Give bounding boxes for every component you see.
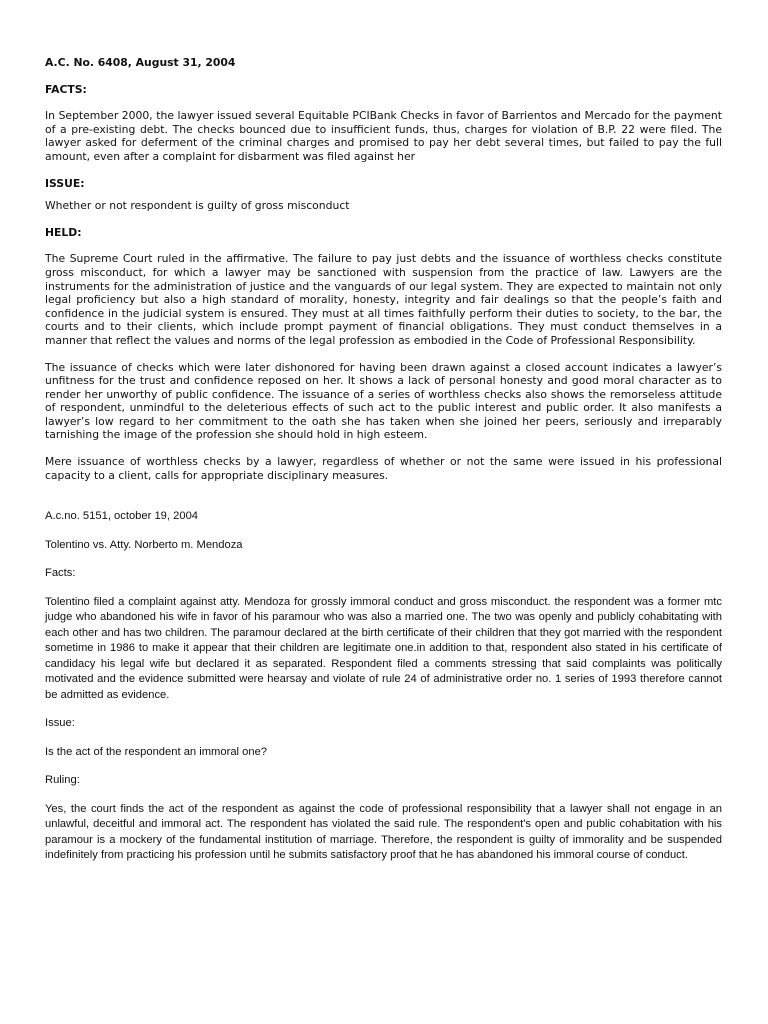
case-1-held-paragraph: The issuance of checks which were later dishonored for having been drawn against a closed account indicates a lawyer’s unfitness for the trust and confidence reposed on her. It shows a lack of personal honesty and good moral character as to render her unworthy of public confidence. The issuance of a series of worthless checks also shows the remorseless attitude of respondent, unmindful to the deleterious effects of such act to the public interest and public order. It also manifests a lawyer’s low regard to her commitment to the oath she has taken when she joined her peers, seriously and irreparably tarnishing the image of the profession she should hold in high esteem. [45,360,722,442]
case-2-facts-heading: Facts: [45,567,76,580]
case-1-facts-heading: FACTS: [45,82,87,96]
case-2-title: Tolentino vs. Atty. Norberto m. Mendoza [45,538,243,551]
case-2-citation: A.c.no. 5151, october 19, 2004 [45,510,199,523]
case-1-section [45,56,722,482]
case-1-held-heading: HELD: [45,225,82,239]
case-1-held-paragraph: The Supreme Court ruled in the affirmative. The failure to pay just debts and the issuance of worthless checks constitute gross misconduct, for which a lawyer may be sanctioned with suspension from the practice of law. Lawyers are the instruments for the administration of justice and the vanguards of our legal system. They are expected to maintain not only legal proficiency but also a high standard of morality, honesty, integrity and fair dealings so that the people’s faith and confidence in the judicial system is ensured. They must at all times faithfully perform their duties to society, to the bar, the courts and to their clients, which include prompt payment of financial obligations. They must conduct themselves in a manner that reflect the values and norms of the legal profession as embodied in the Code of Professional Responsibility. [45,252,722,347]
case-1-citation: A.C. No. 6408, August 31, 2004 [45,56,236,69]
document-page [45,56,722,864]
case-2-facts-paragraph: Tolentino filed a complaint against atty. Mendoza for grossly immoral conduct and gross misconduct. the respondent was a former mtc judge who abandoned his wife in favor of his paramour who was also a married one. The two was openly and publicly cohabitating with each other and has two children. The paramour declared at the birth certificate of their children that they got married with the respondent sometime in 1986 to make it appear that their children are legitimate one.in addition to that, respondent also stated in his certificate of candidacy his legal wife but declared it as separated. Respondent filed a comments stressing that said complaints was politically motivated and the evidence submitted were hearsay and violate of rule 24 of administrative order no. 1 series of 1993 therefore cannot be admitted as evidence. [45,595,722,701]
case-2-ruling-heading: Ruling: [45,774,80,787]
case-2-ruling-paragraph: Yes, the court finds the act of the respondent as against the code of professional responsibility that a lawyer shall not engage in an unlawful, deceitful and immoral act. The respondent has violated the said rule. The respondent's open and public cohabitation with his paramour is a mockery of the fundamental institution of marriage. Therefore, the respondent is guilty of immorality and be suspended indefinitely from practicing his profession until he submits satisfactory proof that he has abandoned his immoral course of conduct. [45,802,722,862]
case-1-issue-heading: ISSUE: [45,176,85,190]
case-2-section [45,509,722,864]
case-2-issue-heading: Issue: [45,717,75,730]
case-2-issue-paragraph: Is the act of the respondent an immoral one? [45,745,268,758]
section-spacer [45,482,722,509]
case-1-issue-paragraph: Whether or not respondent is guilty of gross misconduct [45,199,350,213]
case-1-facts-paragraph: In September 2000, the lawyer issued several Equitable PCIBank Checks in favor of Barrientos and Mercado for the payment of a pre-existing debt. The checks bounced due to insufficient funds, thus, charges for violation of B.P. 22 were filed. The lawyer asked for deferment of the criminal charges and promised to pay her debt several times, but failed to pay the full amount, even after a complaint for disbarment was filed against her [45,109,722,163]
case-1-held-paragraph: Mere issuance of worthless checks by a lawyer, regardless of whether or not the same were issued in his professional capacity to a client, calls for appropriate disciplinary measures. [45,455,722,482]
